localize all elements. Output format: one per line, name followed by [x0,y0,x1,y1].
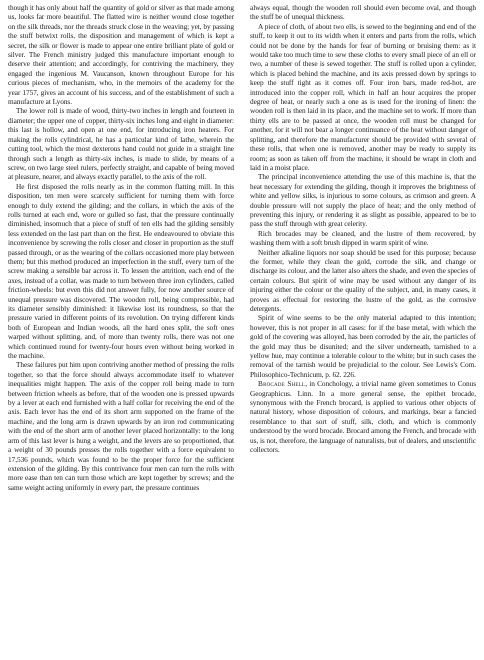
paragraph: The principal inconvenience attending the use of this machine is, that the heat necessary for extending the gilding, though it improves the brightness of white and yellow silks, is injurious to some colours, as crimson and green. A double pressure will not supply the place of heat; and the only method of preventing this injury, or rendering it as slight as possible, appeared to be to pass the stuff through with great celerity. [250,172,476,229]
paragraph: He first disposed the rolls nearly as in the common flatting mill. In this disposition, ten men were scarcely sufficient for turning them with force enough to duly extend the gilding; and the collars, in which the axis of the rolls turned at each end, wore or gulled so fast, that the pressure continually diminished, insomuch that a piece of stuff of ten ells had the gilding sensibly less extended on the last part than on the first. He endeavoured to obviate this inconvenience by screwing the rolls closer and closer in proportion as the stuff passed through, or as the wearing of the collars occasioned more play between them; but this method produced an imperfection in the stuff, every turn of the screw making a sensible bar across it. To lessen the attrition, each end of the axes, instead of a collar, was made to turn between three iron cylinders, called friction-wheels: but even this did not answer fully, for now another source of unequal pressure was discovered. The wooden roll, being compressible, had its diameter sensibly diminished: it likewise lost its roundness, so that the pressure varied in different points of its revolution. On trying different kinds both of European and Indian woods, all the hard ones split, the soft ones warped without splitting, and, of more than twenty rolls, there was not one which continued round for twenty-four hours even without being worked in the machine. [8,181,234,361]
paragraph: These failures put him upon contriving another method of pressing the rolls together, so that the force should always accommodate itself to whatever inequalities might happen. The axis of the copper roll being made to turn between friction wheels as before, that of the wooden one is pressed upwards by a lever at each end furnished with a half collar for receiving the end of the axis. Each lever has the end of its short arm supported on the frame of the machine, and the long arm is drawn upwards by an iron rod communicating with the end of the short arm of another lever placed horizontally: to the long arm of this last lever is hung a weight, and the levers are so proportioned, that a weight of 30 pounds presses the rolls together with a force equivalent to 17,536 pounds, which was found to be the proper force for the sufficient extension of the gilding. By this contrivance four men can turn the rolls with more ease than ten can turn those which are kept together by screws; and the same weight acting uniformly in every part, the pressure continues [8,360,234,492]
paragraph: A piece of cloth, of about two ells, is sewed to the beginning and end of the stuff, to keep it out to its width when it enters and parts from the rolls, which could not be done by the hands for fear of burning or bruising them: as it would take too much time to sew these cloths to every small piece of an ell or two, a number of these is sewed together. The stuff is rolled upon a cylinder, which is placed behind the machine, and its axis pressed down by springs to keep the stuff tight as it comes off. Four iron bars, made red-hot, are introduced into the copper roll, which in half an hour acquires the proper degree of heat, or nearly such a one as is used for the ironing of linen: the wooden roll is then laid in its place, and the machine set to work. If more than thirty ells are to be passed at once, the wooden roll must be changed for another, for it will not bear a longer continuance of the heat without danger of splitting, and therefore the manufacturer should be provided with several of these rolls, that when one is removed, another may be ready to supply its room; as soon as taken off from the machine, it should be wrapt in cloth and laid in a moist place. [250,21,476,172]
paragraph: always equal, though the wooden roll should even become oval, and though the stuff be of unequal thickness. [250,3,476,22]
book-page [8,3,476,657]
paragraph: Rich brocades may be cleaned, and the lustre of them recovered, by washing them with a soft brush dipped in warm spirit of wine. [250,228,476,248]
right-column [250,3,476,455]
paragraph: The lower roll is made of wood, thirty-two inches in length and fourteen in diameter; the upper one of copper, thirty-six inches long and eight in diameter: this last is hollow, and open at one end, for introducing iron heaters. For making the rolls cylindrical, he has a particular kind of lathe, wherein the cutting tool, which the most dexterous hand could not guide in a straight line through such a length as thirty-six inches, is made to slide, by means of a screw, on two large steel rulers, perfectly straight, and capable of being moved at pleasure, nearer, and always exactly parallel, to the axis of the roll. [8,106,234,182]
entry-text: , in Conchology, a trivial name given sometimes to Conus Geographicus. Linn. In a more general sense, the epithet brocade, synonymous with the French brocard, is applied to various other objects of natural history, whose disposition of colours, and markings, bear a fancied resemblance to that sort of stuff, silk, cloth, and which is commonly understood by the word brocade. Brocard among the French, and brocade with us, is not, therefore, the language of naturalists, but of dealers, and unscientific collectors. [250,379,477,455]
paragraph: Neither alkaline liquors nor soap should be used for this purpose; because the former, while they clean the gold, corrode the silk, and change or discharge its colour, and the latter also alters the shade, and even the species of certain colours. But spirit of wine may be used without any danger of its injuring either the colour or the quality of the subject, and, in many cases, it proves as effectual for restoring the lustre of the gold, as the corrosive detergents. [250,247,477,313]
paragraph: Spirit of wine seems to be the only material adapted to this intention; however, this is not proper in all cases: for if the base metal, with which the gold of the covering was alloyed, has been corroded by the air, the particles of the gold may thus be disunited; and the silver underneath, tarnished to a yellow hue, may continue a tolerable colour to the white; but in such cases the removal of the tarnish would be prejudicial to the colour. See Lewis's Com. Philosophico-Technicum, p. 62. 226. [250,313,476,379]
entry-term: Brocade Shell [258,379,306,389]
paragraph: though it has only about half the quantity of gold or silver as that made among us, looks far more beautiful. The flatted wire is neither wound close together on the silk threads, nor the threads struck close in the weaving; yet, by passing the stuff betwixt rolls, the disposition and management of which is kept a secret, the silk or flower is made to appear one entire brilliant plate of gold or silver. The French ministry judged this manufacture important enough to deserve their attention; and accordingly, for contriving the machinery, they engaged the ingenious M. Vaucanson, known throughout Europe for his curious pieces of mechanism, who, in the memoirs of the academy for the year 1757, gives an account of his success, and of the establishment of such a manufacture at Lyons. [8,3,234,107]
left-column [8,3,234,492]
dictionary-entry [250,379,476,454]
